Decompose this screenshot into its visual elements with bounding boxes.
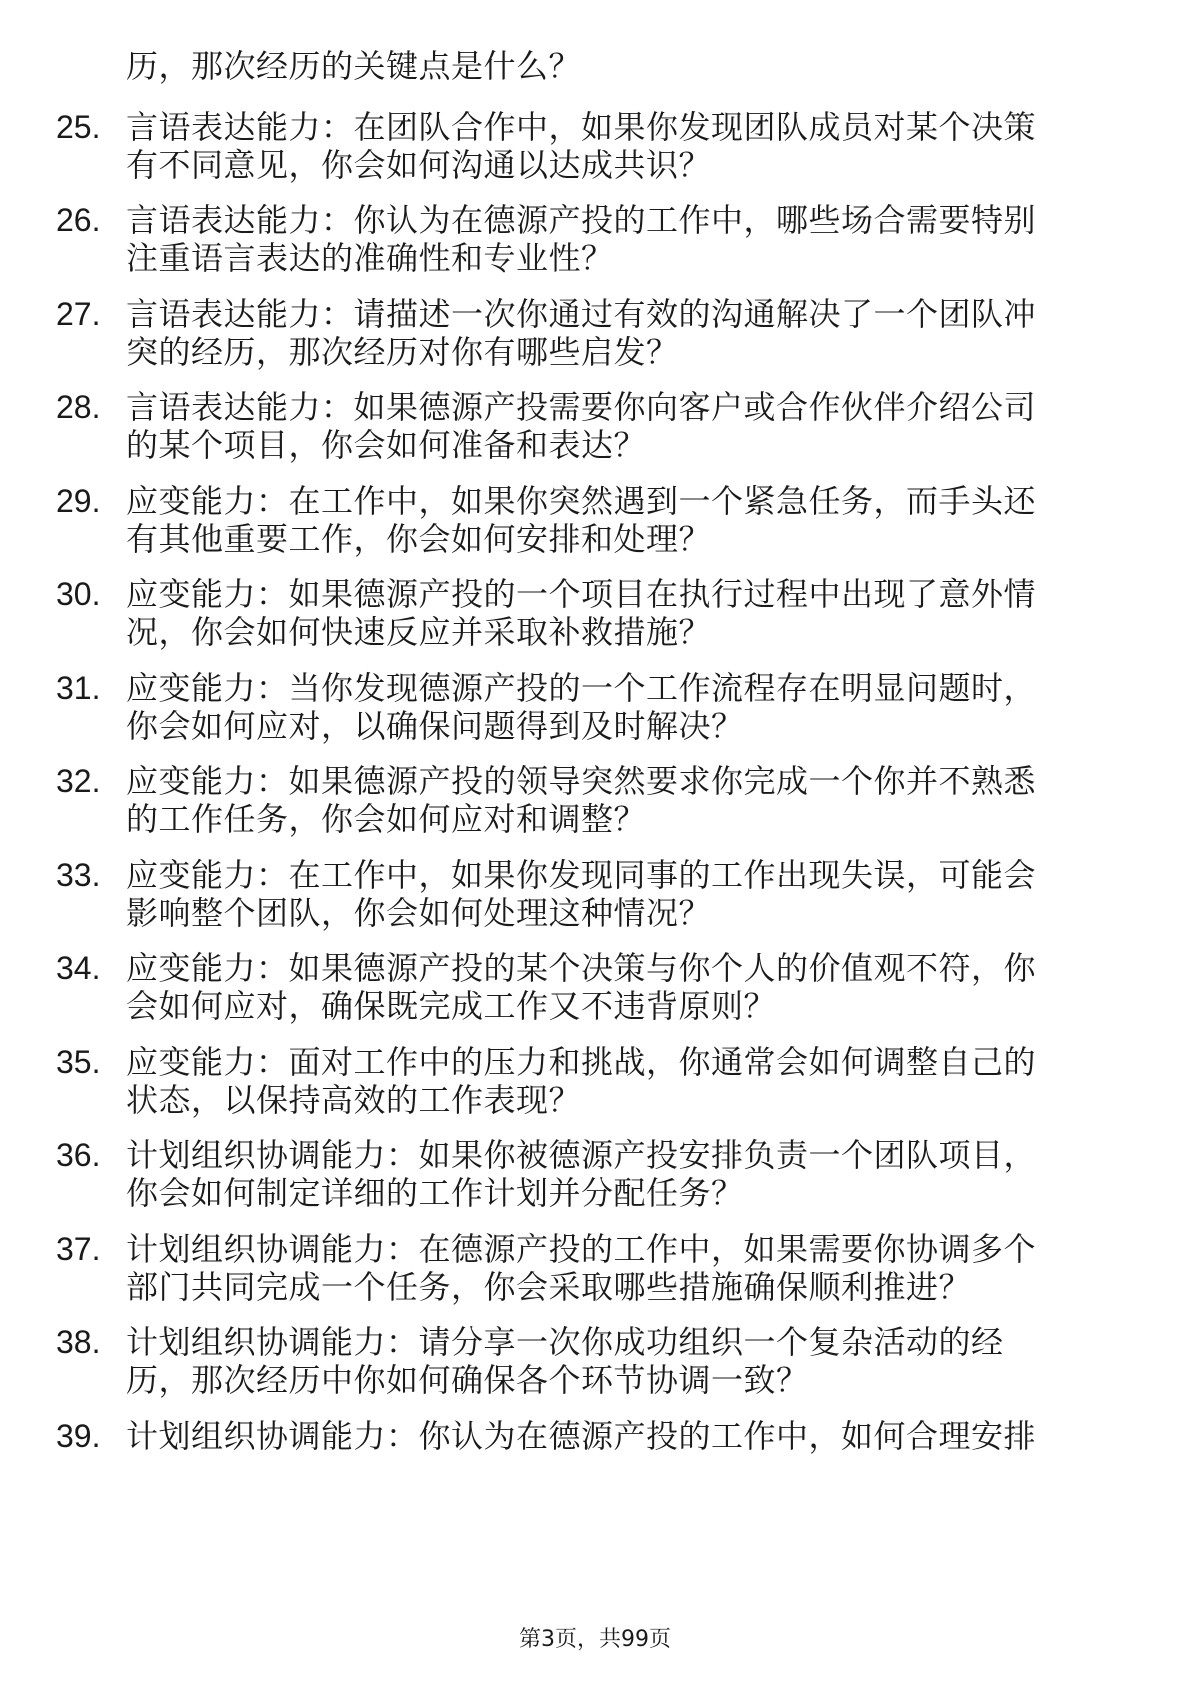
question-line: 的工作任务，你会如何应对和调整？ — [126, 800, 647, 838]
question-line: 计划组织协调能力：如果你被德源产投安排负责一个团队项目， — [126, 1136, 1037, 1174]
question-line: 况，你会如何快速反应并采取补救措施？ — [126, 613, 712, 651]
question-number: 32. — [56, 763, 101, 799]
question-line: 言语表达能力：如果德源产投需要你向客户或合作伙伴介绍公司 — [126, 388, 1037, 426]
question-line: 状态，以保持高效的工作表现？ — [126, 1081, 582, 1119]
question-line: 影响整个团队，你会如何处理这种情况？ — [126, 894, 712, 932]
question-line: 应变能力：如果德源产投的一个项目在执行过程中出现了意外情 — [126, 575, 1037, 613]
question-line: 会如何应对，确保既完成工作又不违背原则？ — [126, 987, 777, 1025]
question-line: 突的经历，那次经历对你有哪些启发？ — [126, 333, 679, 371]
continuation-line: 历，那次经历的关键点是什么？ — [126, 47, 582, 85]
question-line: 计划组织协调能力：请分享一次你成功组织一个复杂活动的经 — [126, 1323, 1004, 1361]
question-line: 注重语言表达的准确性和专业性？ — [126, 239, 614, 277]
question-number: 28. — [56, 389, 101, 425]
question-line: 计划组织协调能力：你认为在德源产投的工作中，如何合理安排 — [126, 1417, 1037, 1455]
question-number: 36. — [56, 1137, 101, 1173]
question-line: 应变能力：在工作中，如果你发现同事的工作出现失误，可能会 — [126, 856, 1037, 894]
question-number: 35. — [56, 1044, 101, 1080]
question-number: 37. — [56, 1231, 101, 1267]
question-line: 言语表达能力：你认为在德源产投的工作中，哪些场合需要特别 — [126, 201, 1037, 239]
question-number: 29. — [56, 483, 101, 519]
question-line: 有其他重要工作，你会如何安排和处理？ — [126, 520, 712, 558]
question-number: 34. — [56, 950, 101, 986]
question-line: 应变能力：当你发现德源产投的一个工作流程存在明显问题时， — [126, 669, 1037, 707]
question-number: 27. — [56, 296, 101, 332]
question-number: 38. — [56, 1324, 101, 1360]
question-line: 历，那次经历中你如何确保各个环节协调一致？ — [126, 1361, 809, 1399]
question-number: 26. — [56, 202, 101, 238]
question-line: 计划组织协调能力：在德源产投的工作中，如果需要你协调多个 — [126, 1230, 1037, 1268]
question-line: 部门共同完成一个任务，你会采取哪些措施确保顺利推进？ — [126, 1268, 972, 1306]
page-footer: 第3页，共99页 — [519, 1627, 671, 1652]
question-line: 你会如何制定详细的工作计划并分配任务？ — [126, 1174, 744, 1212]
question-line: 应变能力：在工作中，如果你突然遇到一个紧急任务，而手头还 — [126, 482, 1037, 520]
question-line: 应变能力：如果德源产投的领导突然要求你完成一个你并不熟悉 — [126, 762, 1037, 800]
question-number: 39. — [56, 1418, 101, 1454]
question-line: 言语表达能力：请描述一次你通过有效的沟通解决了一个团队冲 — [126, 295, 1037, 333]
question-line: 的某个项目，你会如何准备和表达？ — [126, 426, 647, 464]
question-number: 31. — [56, 670, 101, 706]
question-line: 应变能力：如果德源产投的某个决策与你个人的价值观不符，你 — [126, 949, 1037, 987]
question-line: 言语表达能力：在团队合作中，如果你发现团队成员对某个决策 — [126, 108, 1037, 146]
question-number: 25. — [56, 109, 101, 145]
question-line: 应变能力：面对工作中的压力和挑战，你通常会如何调整自己的 — [126, 1043, 1037, 1081]
question-number: 33. — [56, 857, 101, 893]
question-line: 有不同意见，你会如何沟通以达成共识？ — [126, 146, 712, 184]
question-line: 你会如何应对，以确保问题得到及时解决？ — [126, 707, 744, 745]
question-number: 30. — [56, 576, 101, 612]
